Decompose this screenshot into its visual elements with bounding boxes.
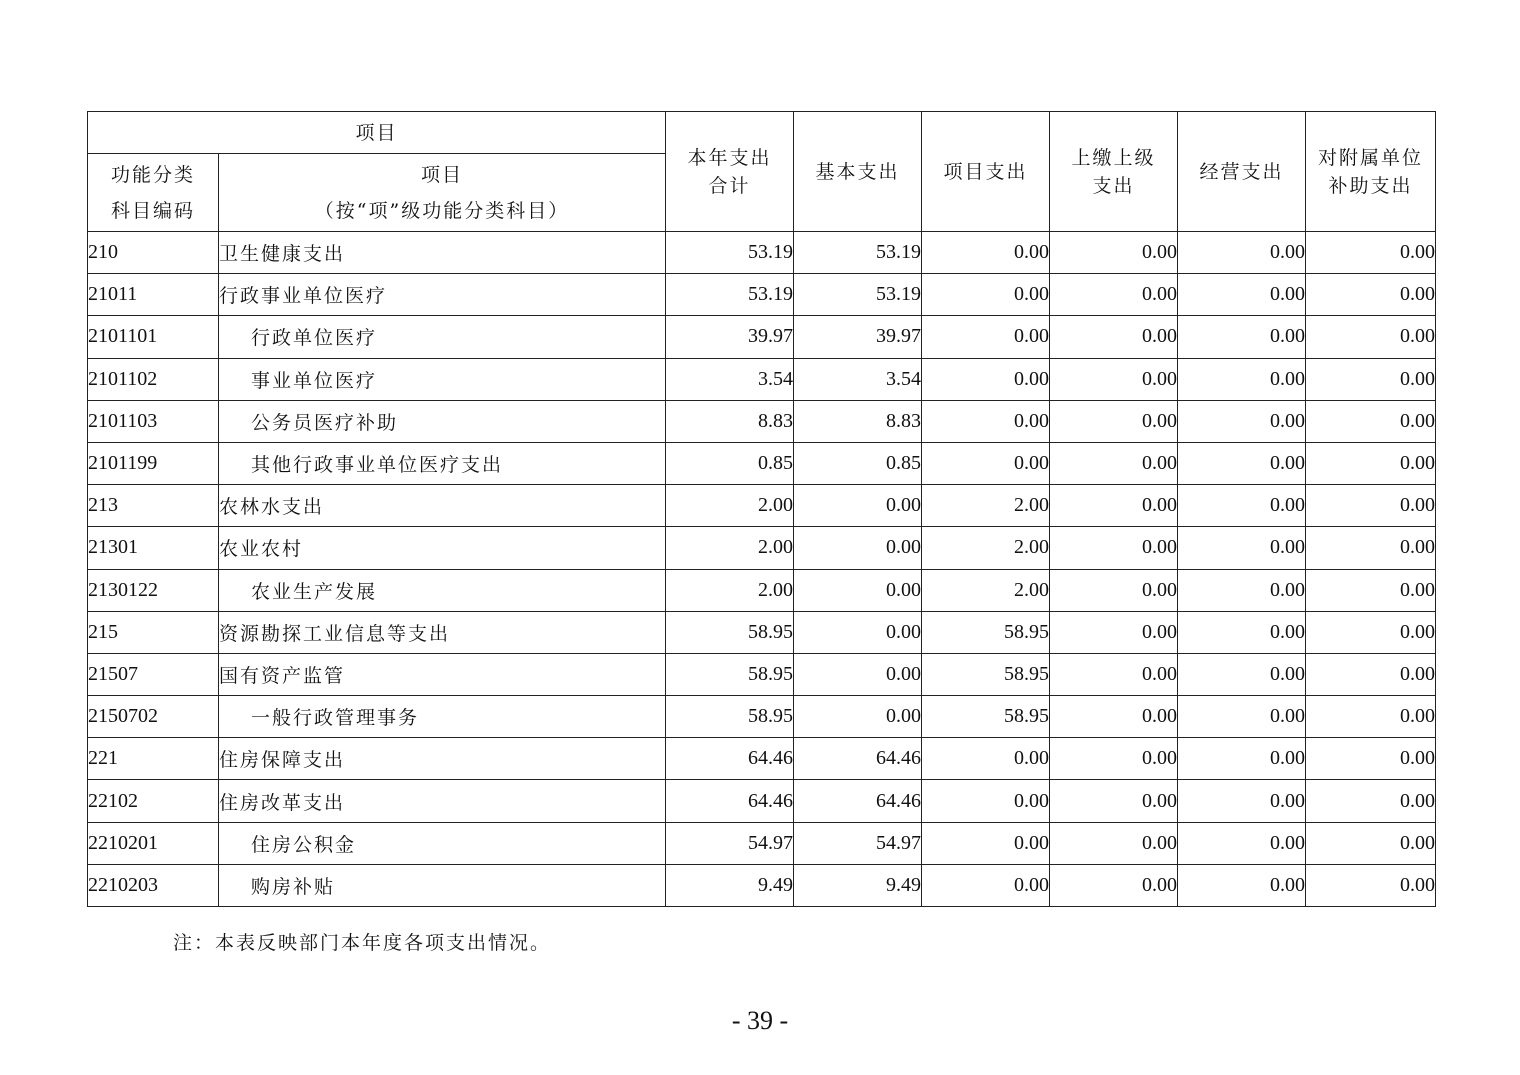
row-total: 3.54 [666, 358, 794, 400]
row-total: 53.19 [666, 232, 794, 274]
row-name: 购房补贴 [219, 864, 666, 906]
row-project: 0.00 [922, 780, 1050, 822]
header-remit [1050, 112, 1178, 232]
table-row [88, 442, 1436, 484]
row-operating: 0.00 [1178, 696, 1306, 738]
row-basic: 8.83 [794, 400, 922, 442]
row-name: 事业单位医疗 [219, 358, 666, 400]
row-operating: 0.00 [1178, 316, 1306, 358]
table-row [88, 611, 1436, 653]
row-remit: 0.00 [1050, 864, 1178, 906]
row-project: 0.00 [922, 864, 1050, 906]
row-remit: 0.00 [1050, 274, 1178, 316]
row-project: 58.95 [922, 696, 1050, 738]
row-code: 2101101 [88, 316, 219, 358]
row-operating: 0.00 [1178, 822, 1306, 864]
row-project: 58.95 [922, 653, 1050, 695]
row-code: 221 [88, 738, 219, 780]
row-name: 卫生健康支出 [219, 232, 666, 274]
row-operating: 0.00 [1178, 864, 1306, 906]
header-item-group: 项目 [88, 112, 666, 154]
header-code [88, 154, 219, 232]
row-name: 农业生产发展 [219, 569, 666, 611]
row-remit: 0.00 [1050, 738, 1178, 780]
row-code: 2210203 [88, 864, 219, 906]
row-name: 资源勘探工业信息等支出 [219, 611, 666, 653]
row-name: 农业农村 [219, 527, 666, 569]
row-remit: 0.00 [1050, 442, 1178, 484]
header-basic: 基本支出 [794, 112, 922, 232]
row-total: 58.95 [666, 653, 794, 695]
table-row [88, 569, 1436, 611]
row-remit: 0.00 [1050, 822, 1178, 864]
header-item-label: 项目 [421, 163, 464, 186]
header-remit-line1: 上缴上级 [1071, 146, 1156, 169]
table-row [88, 696, 1436, 738]
row-project: 0.00 [922, 442, 1050, 484]
row-subsidy: 0.00 [1306, 780, 1436, 822]
row-total: 9.49 [666, 864, 794, 906]
row-total: 54.97 [666, 822, 794, 864]
row-code: 2130122 [88, 569, 219, 611]
row-name: 农林水支出 [219, 485, 666, 527]
row-total: 53.19 [666, 274, 794, 316]
row-subsidy: 0.00 [1306, 442, 1436, 484]
row-operating: 0.00 [1178, 485, 1306, 527]
row-basic: 39.97 [794, 316, 922, 358]
row-total: 0.85 [666, 442, 794, 484]
page-number: - 39 - [731, 1006, 789, 1035]
table-row [88, 232, 1436, 274]
row-name: 行政单位医疗 [219, 316, 666, 358]
row-basic: 0.00 [794, 653, 922, 695]
row-operating: 0.00 [1178, 442, 1306, 484]
row-subsidy: 0.00 [1306, 822, 1436, 864]
table-body [88, 232, 1436, 907]
row-subsidy: 0.00 [1306, 569, 1436, 611]
row-subsidy: 0.00 [1306, 738, 1436, 780]
row-remit: 0.00 [1050, 232, 1178, 274]
header-subsidy-line2: 补助支出 [1328, 174, 1413, 197]
row-remit: 0.00 [1050, 485, 1178, 527]
table-row [88, 822, 1436, 864]
row-subsidy: 0.00 [1306, 653, 1436, 695]
header-subsidy [1306, 112, 1436, 232]
row-basic: 3.54 [794, 358, 922, 400]
header-remit-line2: 支出 [1092, 174, 1135, 197]
row-operating: 0.00 [1178, 780, 1306, 822]
row-basic: 9.49 [794, 864, 922, 906]
row-project: 0.00 [922, 358, 1050, 400]
table-row [88, 358, 1436, 400]
row-operating: 0.00 [1178, 274, 1306, 316]
row-project: 0.00 [922, 316, 1050, 358]
row-remit: 0.00 [1050, 527, 1178, 569]
row-code: 2210201 [88, 822, 219, 864]
row-basic: 64.46 [794, 780, 922, 822]
row-total: 39.97 [666, 316, 794, 358]
header-item-sublabel: （按“项”级功能分类科目） [314, 199, 570, 222]
table-note: 注：本表反映部门本年度各项支出情况。 [173, 932, 552, 954]
header-total [666, 112, 794, 232]
row-basic: 0.00 [794, 611, 922, 653]
table-row [88, 274, 1436, 316]
row-name: 公务员医疗补助 [219, 400, 666, 442]
row-total: 64.46 [666, 780, 794, 822]
row-code: 21011 [88, 274, 219, 316]
row-code: 210 [88, 232, 219, 274]
row-project: 58.95 [922, 611, 1050, 653]
row-project: 0.00 [922, 400, 1050, 442]
row-subsidy: 0.00 [1306, 611, 1436, 653]
row-name: 行政事业单位医疗 [219, 274, 666, 316]
row-subsidy: 0.00 [1306, 527, 1436, 569]
row-code: 22102 [88, 780, 219, 822]
row-code: 2101102 [88, 358, 219, 400]
row-total: 8.83 [666, 400, 794, 442]
header-total-line1: 本年支出 [687, 146, 772, 169]
row-name: 一般行政管理事务 [219, 696, 666, 738]
row-basic: 64.46 [794, 738, 922, 780]
row-project: 0.00 [922, 274, 1050, 316]
row-subsidy: 0.00 [1306, 358, 1436, 400]
row-subsidy: 0.00 [1306, 316, 1436, 358]
header-code-line2: 科目编码 [110, 199, 195, 222]
row-code: 2101103 [88, 400, 219, 442]
table-row [88, 485, 1436, 527]
row-operating: 0.00 [1178, 232, 1306, 274]
table-row [88, 400, 1436, 442]
row-total: 2.00 [666, 569, 794, 611]
row-code: 21507 [88, 653, 219, 695]
row-total: 58.95 [666, 696, 794, 738]
row-total: 2.00 [666, 527, 794, 569]
row-basic: 53.19 [794, 274, 922, 316]
row-operating: 0.00 [1178, 738, 1306, 780]
row-name: 住房保障支出 [219, 738, 666, 780]
row-code: 2150702 [88, 696, 219, 738]
row-operating: 0.00 [1178, 569, 1306, 611]
row-project: 2.00 [922, 569, 1050, 611]
row-code: 215 [88, 611, 219, 653]
header-operating: 经营支出 [1178, 112, 1306, 232]
row-remit: 0.00 [1050, 316, 1178, 358]
row-code: 2101199 [88, 442, 219, 484]
row-subsidy: 0.00 [1306, 696, 1436, 738]
row-remit: 0.00 [1050, 696, 1178, 738]
table-row [88, 780, 1436, 822]
row-project: 0.00 [922, 822, 1050, 864]
row-remit: 0.00 [1050, 780, 1178, 822]
row-operating: 0.00 [1178, 400, 1306, 442]
row-subsidy: 0.00 [1306, 274, 1436, 316]
row-operating: 0.00 [1178, 358, 1306, 400]
header-total-line2: 合计 [708, 174, 751, 197]
row-name: 其他行政事业单位医疗支出 [219, 442, 666, 484]
row-basic: 0.00 [794, 485, 922, 527]
row-remit: 0.00 [1050, 653, 1178, 695]
table-row [88, 527, 1436, 569]
row-code: 213 [88, 485, 219, 527]
row-remit: 0.00 [1050, 400, 1178, 442]
table-row [88, 738, 1436, 780]
row-basic: 0.00 [794, 696, 922, 738]
header-code-line1: 功能分类 [110, 163, 195, 186]
row-basic: 53.19 [794, 232, 922, 274]
row-project: 0.00 [922, 738, 1050, 780]
row-name: 国有资产监管 [219, 653, 666, 695]
header-item [219, 154, 666, 232]
row-basic: 0.00 [794, 527, 922, 569]
row-code: 21301 [88, 527, 219, 569]
row-subsidy: 0.00 [1306, 232, 1436, 274]
header-subsidy-line1: 对附属单位 [1318, 146, 1424, 169]
header-project: 项目支出 [922, 112, 1050, 232]
row-total: 2.00 [666, 485, 794, 527]
row-subsidy: 0.00 [1306, 485, 1436, 527]
row-project: 2.00 [922, 485, 1050, 527]
row-name: 住房改革支出 [219, 780, 666, 822]
row-total: 64.46 [666, 738, 794, 780]
row-basic: 54.97 [794, 822, 922, 864]
expenditure-table [87, 111, 1436, 907]
row-subsidy: 0.00 [1306, 400, 1436, 442]
row-remit: 0.00 [1050, 358, 1178, 400]
table-row [88, 316, 1436, 358]
row-operating: 0.00 [1178, 527, 1306, 569]
row-total: 58.95 [666, 611, 794, 653]
row-remit: 0.00 [1050, 569, 1178, 611]
row-name: 住房公积金 [219, 822, 666, 864]
table-row [88, 653, 1436, 695]
row-project: 0.00 [922, 232, 1050, 274]
row-basic: 0.85 [794, 442, 922, 484]
row-remit: 0.00 [1050, 611, 1178, 653]
row-project: 2.00 [922, 527, 1050, 569]
row-subsidy: 0.00 [1306, 864, 1436, 906]
table-row [88, 864, 1436, 906]
row-operating: 0.00 [1178, 653, 1306, 695]
row-basic: 0.00 [794, 569, 922, 611]
row-operating: 0.00 [1178, 611, 1306, 653]
